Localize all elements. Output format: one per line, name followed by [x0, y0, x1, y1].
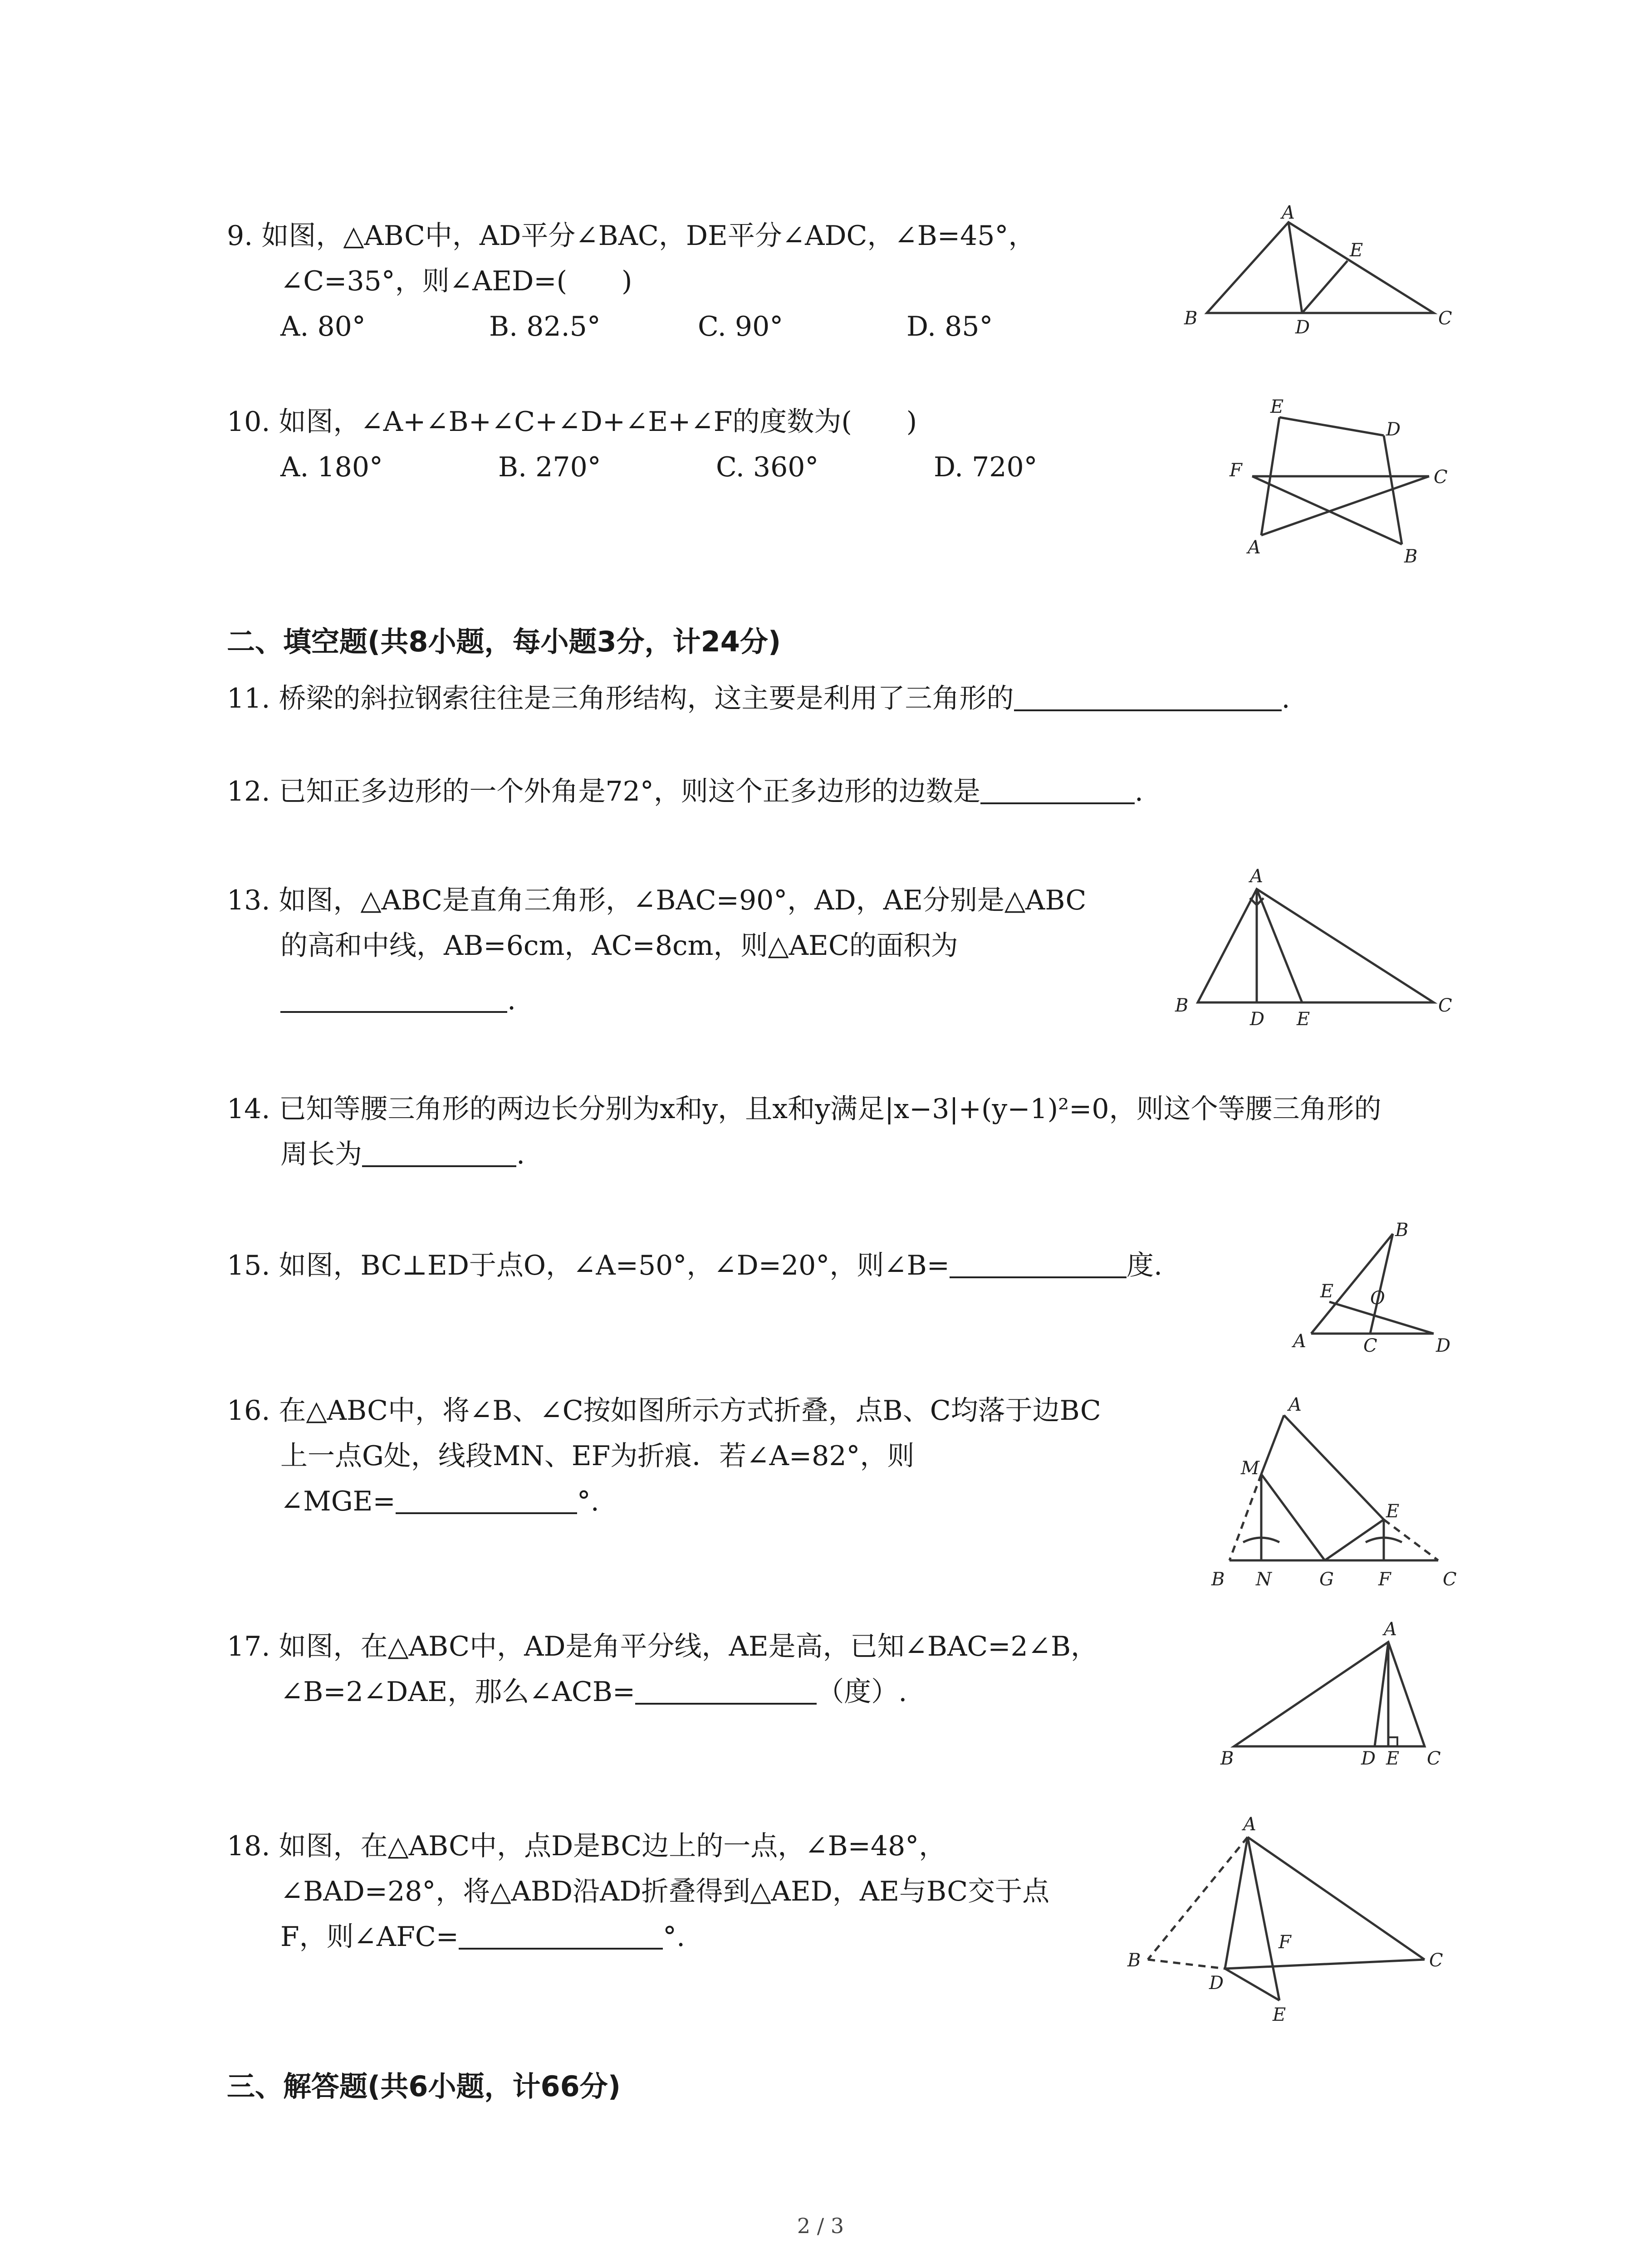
q17-label-e: E [1386, 1748, 1400, 1769]
question-18 [227, 1823, 1049, 1960]
question-15 [227, 1243, 1162, 1288]
q11-end: . [1281, 683, 1290, 714]
q13-answer-blank[interactable] [280, 979, 507, 1013]
q9-label-a: A [1282, 204, 1295, 223]
q10-label-d: D [1386, 419, 1401, 440]
q16-figure [1193, 1388, 1474, 1592]
q17-end: （度）. [817, 1676, 907, 1708]
q13-label-e: E [1297, 1009, 1310, 1030]
q15-label-e: E [1320, 1281, 1334, 1302]
q13-label-b: B [1175, 995, 1189, 1016]
q10-option-a[interactable]: A. 180° [280, 451, 383, 483]
q13-label-c: C [1438, 995, 1452, 1016]
q16-label-a: A [1288, 1394, 1302, 1415]
q18-text: F，则∠AFC= [280, 1921, 459, 1953]
question-9 [227, 213, 1035, 349]
q12-answer-blank[interactable] [980, 771, 1135, 804]
question-11 [227, 676, 1290, 721]
q18-label-b: B [1127, 1950, 1141, 1971]
q10-label-b: B [1404, 546, 1418, 567]
q14-line2 [227, 1132, 1381, 1177]
q16-text: ∠MGE= [280, 1486, 396, 1517]
q16-label-m: M [1241, 1458, 1259, 1479]
q13-end: . [507, 984, 516, 1016]
q16-label-c: C [1443, 1569, 1457, 1590]
q14-answer-blank[interactable] [362, 1134, 516, 1167]
q16-label-n: N [1256, 1569, 1272, 1590]
q14-end: . [516, 1139, 525, 1170]
question-16 [227, 1388, 1101, 1524]
question-10 [227, 399, 1038, 490]
q16-answer-blank[interactable] [396, 1481, 577, 1514]
section-2-heading: 二、填空题(共8小题，每小题3分，计24分) [227, 625, 781, 658]
question-12 [227, 769, 1143, 814]
question-13 [227, 878, 1086, 1023]
q9-label-d: D [1295, 317, 1310, 338]
q15-label-b: B [1395, 1220, 1409, 1241]
q16-line2: 上一点G处，线段MN、EF为折痕．若∠A=82°，则 [280, 1440, 915, 1472]
question-17 [227, 1624, 1098, 1715]
q9-option-d[interactable]: D. 85° [906, 311, 993, 342]
q18-line1: 18. 如图，在△ABC中，点D是BC边上的一点，∠B=48°， [227, 1830, 946, 1862]
q9-label-e: E [1350, 240, 1363, 261]
q18-label-d: D [1209, 1973, 1224, 1994]
q9-option-a[interactable]: A. 80° [280, 311, 366, 342]
q17-label-a: A [1384, 1619, 1397, 1640]
q16-label-e: E [1386, 1501, 1400, 1522]
q15-text: 15. 如图，BC⊥ED于点O，∠A=50°，∠D=20°，则∠B= [227, 1250, 950, 1281]
q18-label-a: A [1243, 1814, 1256, 1835]
page-number: 2 / 3 [797, 2214, 844, 2238]
section-3-heading: 三、解答题(共6小题，计66分) [227, 2070, 621, 2103]
q11-text: 11. 桥梁的斜拉钢索往往是三角形结构，这主要是利用了三角形的 [227, 683, 1014, 714]
q9-line2: ∠C=35°，则∠AED=( ) [280, 265, 632, 297]
question-14 [227, 1086, 1381, 1177]
q10-label-e: E [1270, 396, 1284, 417]
q9-option-c[interactable]: C. 90° [698, 311, 784, 342]
q9-line1: 9. 如图，△ABC中，AD平分∠BAC，DE平分∠ADC，∠B=45°， [227, 220, 1036, 252]
q12-end: . [1134, 776, 1143, 807]
q10-option-b[interactable]: B. 270° [498, 451, 601, 483]
q17-label-d: D [1361, 1748, 1376, 1769]
q13-label-d: D [1250, 1009, 1265, 1030]
q17-answer-blank[interactable] [635, 1671, 817, 1705]
q10-label-c: C [1434, 467, 1448, 488]
q18-line2: ∠BAD=28°，将△ABD沿AD折叠得到△AED，AE与BC交于点 [280, 1876, 1050, 1907]
q15-end: 度. [1127, 1250, 1163, 1281]
q17-figure [1207, 1615, 1479, 1778]
q15-answer-blank[interactable] [950, 1245, 1127, 1278]
q18-end: °. [663, 1921, 686, 1953]
q13-figure [1152, 862, 1470, 1034]
q9-options [227, 304, 1035, 349]
q15-figure [1284, 1220, 1465, 1356]
q16-label-b: B [1211, 1569, 1225, 1590]
q16-line1: 16. 在△ABC中，将∠B、∠C按如图所示方式折叠，点B、C均落于边BC [227, 1395, 1101, 1427]
q14-line1: 14. 已知等腰三角形的两边长分别为x和y，且x和y满足|x−3|+(y−1)²=0，则这个等腰三角形的 [227, 1093, 1381, 1125]
q10-options [227, 445, 1038, 490]
q18-label-e: E [1273, 2004, 1286, 2025]
q18-line3 [227, 1914, 1049, 1960]
q10-line1: 10. 如图，∠A+∠B+∠C+∠D+∠E+∠F的度数为( ) [227, 406, 917, 438]
q10-option-c[interactable]: C. 360° [716, 451, 819, 483]
q18-answer-blank[interactable] [459, 1916, 663, 1950]
q13-line2: 的高和中线，AB=6cm，AC=8cm，则△AEC的面积为 [280, 930, 958, 962]
q13-line1: 13. 如图，△ABC是直角三角形，∠BAC=90°，AD，AE分别是△ABC [227, 885, 1087, 916]
q16-end: °. [577, 1486, 599, 1517]
q15-label-d: D [1436, 1335, 1451, 1356]
q17-line1: 17. 如图，在△ABC中，AD是角平分线，AE是高，已知∠BAC=2∠B， [227, 1631, 1098, 1662]
q10-label-a: A [1248, 537, 1261, 558]
q15-label-o: O [1370, 1288, 1385, 1309]
q17-label-c: C [1427, 1748, 1441, 1769]
q9-option-b[interactable]: B. 82.5° [489, 311, 601, 342]
q18-figure [1116, 1810, 1479, 2028]
q14-text: 周长为 [280, 1139, 362, 1170]
q16-label-f: F [1378, 1569, 1391, 1590]
q11-answer-blank[interactable] [1014, 678, 1282, 711]
q9-label-b: B [1184, 308, 1198, 329]
q16-label-g: G [1319, 1569, 1334, 1590]
q13-label-a: A [1250, 866, 1263, 887]
q18-label-f: F [1279, 1932, 1291, 1953]
q18-label-c: C [1429, 1950, 1443, 1971]
q15-label-c: C [1363, 1335, 1377, 1356]
q9-figure [1171, 204, 1470, 340]
q10-figure [1225, 390, 1461, 567]
q9-label-c: C [1438, 308, 1452, 329]
q10-label-f: F [1230, 460, 1242, 481]
q16-line3 [227, 1479, 1101, 1524]
q12-text: 12. 已知正多边形的一个外角是72°，则这个正多边形的边数是 [227, 776, 980, 807]
q13-line3 [227, 978, 1086, 1023]
q17-label-b: B [1220, 1748, 1234, 1769]
q17-text: ∠B=2∠DAE，那么∠ACB= [280, 1676, 636, 1708]
q17-line2 [227, 1669, 1098, 1715]
q10-option-d[interactable]: D. 720° [934, 451, 1038, 483]
q15-label-a: A [1293, 1331, 1306, 1352]
